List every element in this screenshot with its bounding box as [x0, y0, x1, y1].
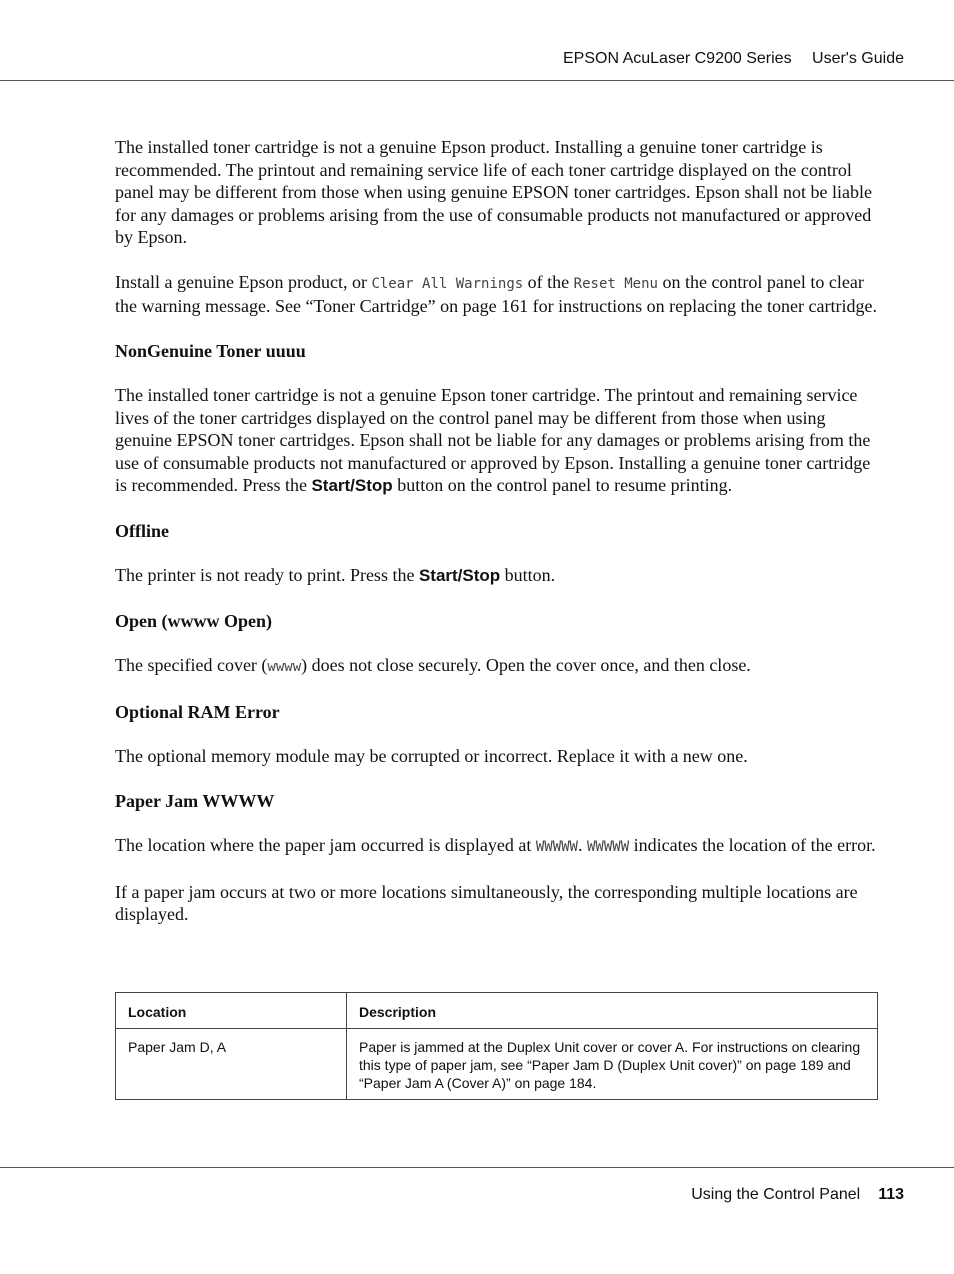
column-header-description: Description: [347, 993, 878, 1029]
column-header-location: Location: [116, 993, 347, 1029]
text-run: of the: [523, 271, 574, 292]
header-rule: [0, 80, 954, 81]
table-row: [116, 1029, 878, 1100]
text-run: indicates the location of the error.: [629, 835, 876, 855]
heading-open: Open (wwww Open): [115, 610, 273, 631]
text-run: The location where the paper jam occurred is displayed at: [115, 835, 536, 855]
heading-optional-ram-error: Optional RAM Error: [115, 701, 280, 722]
table-cell-description: Paper is jammed at the Duplex Unit cover or cover A. For instructions on clearing this type of paper jam, see “Paper Jam D (Duplex Unit cover)” on page 189 and “Paper Jam A (Cover A)” on page 184.: [347, 1029, 878, 1100]
footer-rule: [0, 1167, 954, 1168]
paper-jam-location-table: [115, 992, 878, 1100]
table-cell-location: Paper Jam D, A: [116, 1029, 347, 1100]
text-run: The specified cover (: [115, 655, 268, 675]
page-footer: [691, 1186, 904, 1204]
table-header-row: [116, 993, 878, 1029]
heading-paper-jam: Paper Jam WWWW: [115, 790, 275, 811]
paperjam-body-1: [115, 834, 878, 859]
page-content: [115, 136, 878, 948]
page-header: [563, 50, 904, 68]
text-run: on the control panel to clear the warning message. See “Toner Cartridge” on page 161 for instructions on replacing the toner cartridge.: [115, 271, 877, 316]
menu-code-clear-all-warnings: Clear All Warnings: [371, 275, 524, 292]
start-stop-label: Start/Stop: [418, 566, 501, 585]
header-guide: User's Guide: [812, 50, 904, 67]
text-run: The installed toner cartridge is not a genuine Epson toner cartridge. The printout and remaining service lives of the toner cartridges displayed on the control panel may be different from those when using genuine EPSON toner cartridges. Epson shall not be liable for any damages or problems arising from the use of consumable products not manufactured or approved by Epson. Installing a genuine toner cartridge is recommended. Press the: [115, 385, 871, 495]
ram-body: The optional memory module may be corrupted or incorrect. Replace it with a new one.: [115, 746, 748, 766]
open-body: [115, 654, 878, 679]
start-stop-label: Start/Stop: [311, 476, 393, 495]
footer-section: Using the Control Panel: [691, 1186, 861, 1203]
jam-code: WWWWW: [587, 839, 630, 855]
text-run: ) does not close securely. Open the cover once, and then close.: [301, 655, 751, 675]
menu-code-reset-menu: Reset Menu: [573, 275, 658, 292]
paperjam-body-2: If a paper jam occurs at two or more locations simultaneously, the corresponding multiple locations are displayed.: [115, 881, 858, 924]
text-run: button on the control panel to resume printing.: [392, 475, 733, 495]
heading-nongenuine-toner: NonGenuine Toner uuuu: [115, 340, 306, 361]
nongenuine-body: [115, 384, 878, 498]
intro-paragraph-1: The installed toner cartridge is not a genuine Epson product. Installing a genuine toner cartridge is recommended. The printout and remaining service life of each toner cartridge displayed on the control panel may be different from those when using genuine EPSON toner cartridges. Epson shall not be liable for any damages or problems arising from the use of consumable products not manufactured or approved by Epson.: [115, 137, 872, 247]
cover-code: wwww: [267, 659, 302, 675]
text-run: .: [578, 835, 587, 855]
text-run: The printer is not ready to print. Press the: [115, 565, 419, 585]
page-number: 113: [878, 1186, 904, 1203]
jam-code: WWWWW: [535, 839, 578, 855]
text-run: button.: [500, 565, 556, 585]
intro-paragraph-2: [115, 271, 878, 318]
offline-body: [115, 564, 878, 588]
header-product: EPSON AcuLaser C9200 Series: [563, 50, 792, 67]
heading-offline: Offline: [115, 520, 169, 541]
text-run: Install a genuine Epson product, or: [115, 271, 372, 292]
